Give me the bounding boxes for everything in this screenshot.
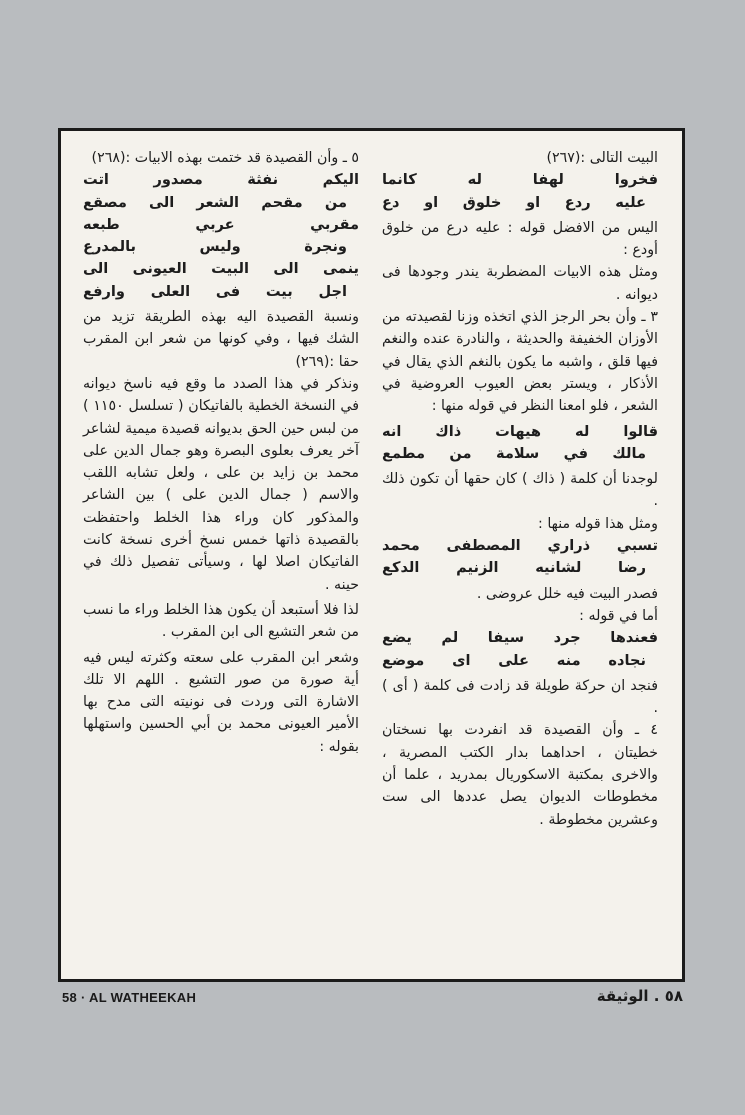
verse-line: قالوا له هيهات ذاك انه <box>382 422 658 440</box>
verse-line: اجل بيت فى العلى وارفع <box>83 282 347 300</box>
paragraph: لوجدنا أن كلمة ( ذاك ) كان حقها أن تكون ذلك . <box>382 471 658 510</box>
paragraph: ونسبة القصيدة اليه بهذه الطريقة تزيد من الشك فيها ، وفي كونها من شعر ابن المقرب حقا :(٢٦٩) <box>83 309 359 370</box>
verse-line: فخروا لهفا له كانما <box>382 171 658 189</box>
paragraph: ٣ ـ وأن بحر الرجز الذي اتخذه وزنا لقصيدته من الأوزان الخفيفة والحديثة ، والنادرة عنده والنغم فيها قلق ، واشبه ما يكون بالنغم الذي يقال في الأذكار ، ويستر بعض العيوب العروضية في الشعر ، فلو امعنا النظر في قوله منها : <box>382 309 658 415</box>
verse-line: ينمى الى البيت العيونى الى <box>83 260 359 278</box>
paragraph: ٤ ـ وأن القصيدة قد انفردت بها نسختان خطيتان ، احداهما بدار الكتب المصرية ، والاخرى بمكتبة الاسكوريال بمدريد ، علما أن مخطوطات الديوان يصل عددها الى ست وعشرين مخطوطة . <box>382 722 658 828</box>
footer-page-label-latin: 58 · AL WATHEEKAH <box>62 990 197 1005</box>
paragraph: ومثل هذه الابيات المضطربة يندر وجودها فى ديوانه . <box>382 264 658 303</box>
verse-line: مالك في سلامة من مطمع <box>382 444 646 462</box>
verse-line: ونجرة وليس بالمدرع <box>83 238 347 256</box>
verse-line: مقربي عربي طبعه <box>83 215 359 233</box>
verse-line: تسبي ذراري المصطفى محمد <box>382 537 658 555</box>
paragraph: فنجد ان حركة طويلة قد زادت فى كلمة ( أى ) . <box>382 677 658 717</box>
paragraph: البيت التالى :(٢٦٧) <box>546 150 658 166</box>
page-footer <box>62 987 683 1008</box>
right-column <box>382 147 658 831</box>
left-column <box>83 147 359 758</box>
verse-line: اليكم نفثة مصدور اتت <box>83 171 359 189</box>
verse-line: فعندها جرد سيفا لم يضع <box>382 629 658 647</box>
footer-page-label-arabic: ٥٨ . الوثيقة <box>596 987 683 1005</box>
paragraph: ومثل هذا قوله منها : <box>538 515 658 532</box>
paragraph: ٥ ـ وأن القصيدة قد ختمت بهذه الابيات :(٢٦٨) <box>91 150 359 166</box>
paragraph: ونذكر في هذا الصدد ما وقع فيه ناسخ ديوانه في النسخة الخطية بالفاتيكان ( تسلسل ١١٥٠ ) من لبس حين الحق بديوانه قصيدة ميمية لشاعر آخر يعرف بعلوى البصرة وهو جمال الدين على محمد بن زايد بن على ، ولعل تشابه اللقب والاسم ( جمال الدين على ) بين الشاعر والمذكور كان وراء هذا الخلط واحتفظت بالقصيدة ذاتها خمس نسخ أخرى نسخة كانت الفاتيكان اصلا لها ، وسيأتى تفصيل ذلك في حينه . <box>83 375 359 593</box>
verse-line: نجاده منه على اى موضع <box>382 651 646 669</box>
verse-line: من مقحم الشعر الى مصقع <box>83 193 347 211</box>
paragraph: لذا فلا أستبعد أن يكون هذا الخلط وراء ما نسب من شعر التشيع الى ابن المقرب . <box>83 601 359 641</box>
paragraph: فصدر البيت فيه خلل عروضى . <box>476 585 658 602</box>
paragraph: اليس من الافضل قوله : عليه درع من خلوق أودع : <box>382 219 658 259</box>
article-frame <box>58 128 685 982</box>
paragraph: وشعر ابن المقرب على سعته وكثرته ليس فيه أية صورة من صور التشيع . اللهم الا تلك الاشارة التى وردت فى نونيته التى مدح بها الأمير العيونى محمد بن أبي الحسين واستهلها بقوله : <box>83 649 359 755</box>
verse-line: رضا لشانيه الزنيم الدكع <box>382 559 646 577</box>
paragraph: أما في قوله : <box>579 607 658 624</box>
verse-line: عليه ردع او خلوق او دع <box>382 193 646 211</box>
